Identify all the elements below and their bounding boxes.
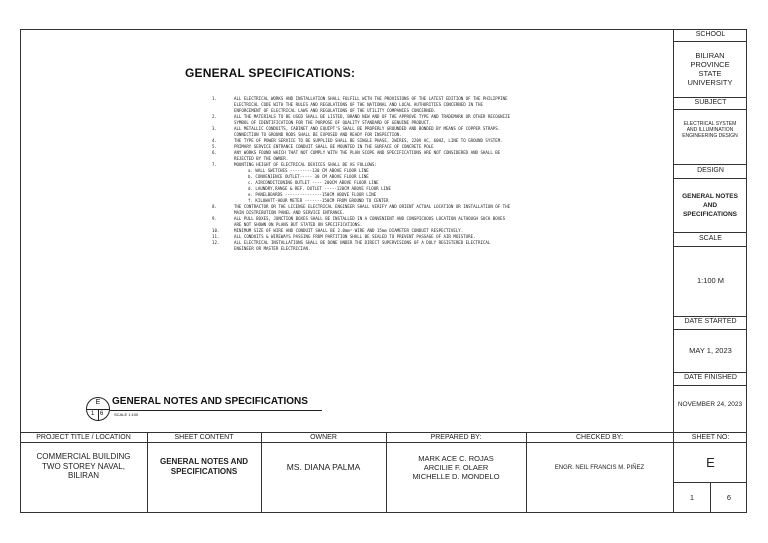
side-row-line [673, 109, 747, 110]
callout-underline [110, 410, 322, 411]
callout-scale: SCALE 1:100 [114, 412, 139, 417]
project-label: PROJECT TITLE / LOCATION [36, 434, 131, 441]
project-value: COMMERCIAL BUILDING TWO STOREY NAVAL, BILIRAN [36, 452, 131, 480]
side-row-line [673, 41, 747, 42]
school-value: BILIRAN PROVINCE STATE UNIVERSITY [687, 51, 733, 87]
mounting-height-item: a. WALL SWITCHES ---------130 CM ABOVE FLOOR LINE [248, 168, 369, 173]
subject-label: SUBJECT [694, 99, 727, 106]
sheet-total: 6 [726, 493, 732, 502]
callout-letter: E [95, 399, 101, 406]
prepared-by-label: PREPARED BY: [430, 434, 482, 441]
prepared-by-name: MARK ACE C. ROJAS [418, 454, 494, 463]
mounting-height-item: f. KILOWATT-HOUR METER -------150CM FROM GROUND TO CENTER [248, 198, 389, 203]
prepared-by-name: ARCILIE F. OLAER [423, 463, 489, 472]
owner-label: OWNER [310, 434, 337, 441]
mounting-height-item: e. PANELBOARDS ---------------150CM ABOVE FLOOR LINE [248, 192, 377, 197]
note-item: 2. ALL THE MATERIALS TO BE USED SHALL BE LISTED, BRAND NEW AND OF THE APPROVE TYPE AND TRADEMARK OR OTHER RECOGNIZE SYMBOL OF IDENTIFICATION FOR THE PURPOSE OF QUALITY STANDARD OF GENUINE PRODUCT. [212, 114, 513, 125]
sheet-content-label: SHEET CONTENT [174, 434, 234, 441]
title-block-col-divider [147, 432, 148, 513]
subject-value: ELECTRICAL SYSTEM AND ILLUMINATION ENGINEERING DESIGN [682, 121, 738, 139]
prepared-by-name: MICHELLE D. MONDELO [412, 472, 500, 481]
sheet-number: 1 [689, 493, 695, 502]
note-item: 4. THE TYPE OF POWER SERVICE TO BE SUPPLIED SHALL BE SINGLE PHASE, 2WIRES, 220V AC, 60HZ, LINE TO GROUND SYSTEM. [212, 138, 503, 143]
callout-sheet-a: 1 [91, 411, 95, 417]
mounting-height-item: b. CONVENIENCE OUTLET----- 30 CM ABOVE FLOOR LINE [248, 174, 369, 179]
checked-by-label: CHECKED BY: [575, 434, 624, 441]
mounting-height-item: d. LAUNDRY,RANGE & REF. OUTLET -----120CM ABOVE FLOOR LINE [248, 186, 391, 191]
checked-by-value: ENGR. NEIL FRANCIS M. PIÑEZ [554, 465, 645, 471]
callout-title: GENERAL NOTES AND SPECIFICATIONS [112, 396, 308, 407]
school-label: SCHOOL [695, 31, 726, 38]
title-block-col-divider [261, 432, 262, 513]
side-row-line [673, 372, 747, 373]
sheet-content-value: GENERAL NOTES AND SPECIFICATIONS [159, 457, 248, 476]
note-item: 10. MINIMUM SIZE OF WIRE AND CONDUIT SHALL BE 2.0mm² WIRE AND 15mm DIAMETER CONDUIT RESPECTIVELY. [212, 228, 464, 233]
note-item: 1. ALL ELECTRICAL WORKS AND INSTALLATION SHALL FULFILL WITH THE PROVISIONS OF THE LATEST EDITION OF THE PHILIPPINE ELECTRICAL CODE WITH THE RULES AND REGULATIONS OF THE NATIONAL AND LOCAL AUTHORITIES CONCERNED IN THE ENFORCEMENT OF ELECTRICAL LAWS AND REGULATIONS OF THE UTILITY COMPANIES CONCERNED. [212, 96, 511, 113]
side-row-line [673, 164, 747, 165]
note-item: 3. ALL METALLIC CONDUITS, CABINET AND EQUIPT'S SHALL BE PROPERLY GROUNDED AND BONDED BY MEANS OF COPPER STRAPS. CONNECTION TO GROUND RODS SHALL BE EXPOSED AND READY FOR INSPECTION. [212, 126, 503, 137]
note-item: 7. MOUNTING HEIGHT OF ELECTRICAL DEVICES SHALL BE AS FOLLOWS: [212, 162, 377, 167]
sheet-letter: E [706, 455, 715, 470]
general-specifications-title: GENERAL SPECIFICATIONS: [185, 66, 356, 80]
side-row-line [673, 246, 747, 247]
title-block-header-line [20, 442, 747, 443]
note-item: 6. ANY WORKS FOUND WHICH THAT NOT COMPLY WITH THE PLAN SCOPE AND SPECIFICATIONS ARE NOT CONSIDERED AND SHALL BE REJECTED BY THE OWNER. [212, 150, 503, 161]
scale-value: 1:100 M [696, 276, 725, 285]
note-item: 11. ALL CONDUITS & WIREWAYS PASSING FROM PARTITION SHALL BE SEALED TO PREVENT PASSAGE OF AIR MOISTURE. [212, 234, 476, 239]
specification-notes [212, 96, 512, 252]
note-item: 8. THE CONTRACTOR OR THE LICENSE ELECTRICAL ENGINEER SHALL VERIFY AND ORIENT ACTUAL LOCATION OR INSTALLATION OF THE MAIN DISTRIBUTION PANEL AND SERVICE ENTRANCE. [212, 204, 513, 215]
mounting-height-item: c. AIRCONDITIONING OUTLET ---- 200CM ABOVE FLOOR LINE [248, 180, 379, 185]
note-item: 5. PRIMARY SERVICE ENTRANCE CONDUIT SHALL BE MOUNTED IN THE SURFACE OF CONCRETE POLE [212, 144, 434, 149]
design-value: GENERAL NOTES AND SPECIFICATIONS [682, 193, 738, 218]
title-block-col-divider [526, 432, 527, 513]
date-finished-value: NOVEMBER 24, 2023 [677, 401, 743, 408]
design-label: DESIGN [697, 167, 724, 174]
owner-value: MS. DIANA PALMA [286, 462, 361, 472]
sheet-no-label: SHEET NO: [691, 434, 730, 441]
side-row-line [673, 232, 747, 233]
note-item: 9. ALL PULL BOXES, JUNCTION BOXES SHALL BE INSTALLED IN A CONVENIENT AND CONSPICUOUS LOCATION ALTHOUGH SUCH BOXES ARE NOT SHOWN ON PLANS BUT STATED ON SPECIFICATIONS. [212, 216, 508, 227]
date-finished-label: DATE FINISHED [684, 374, 737, 381]
title-block-top-line [20, 432, 747, 433]
side-row-line [673, 178, 747, 179]
note-item: 12. ALL ELECTRICAL INSTALLATIONS SHALL BE DONE UNDER THE DIRECT SUPERVISIONS OF A DULY REGISTERED ELECTRICAL ENGINEER OR MASTER ELECTRICIAN. [212, 240, 493, 251]
side-row-line [673, 97, 747, 98]
callout-sheet-b: 6 [100, 411, 104, 417]
section-marker-icon [86, 397, 110, 421]
side-row-line [673, 316, 747, 317]
date-started-value: MAY 1, 2023 [689, 346, 732, 355]
scale-label: SCALE [699, 235, 722, 242]
side-row-line [673, 329, 747, 330]
side-row-line [673, 385, 747, 386]
date-started-label: DATE STARTED [684, 318, 737, 325]
